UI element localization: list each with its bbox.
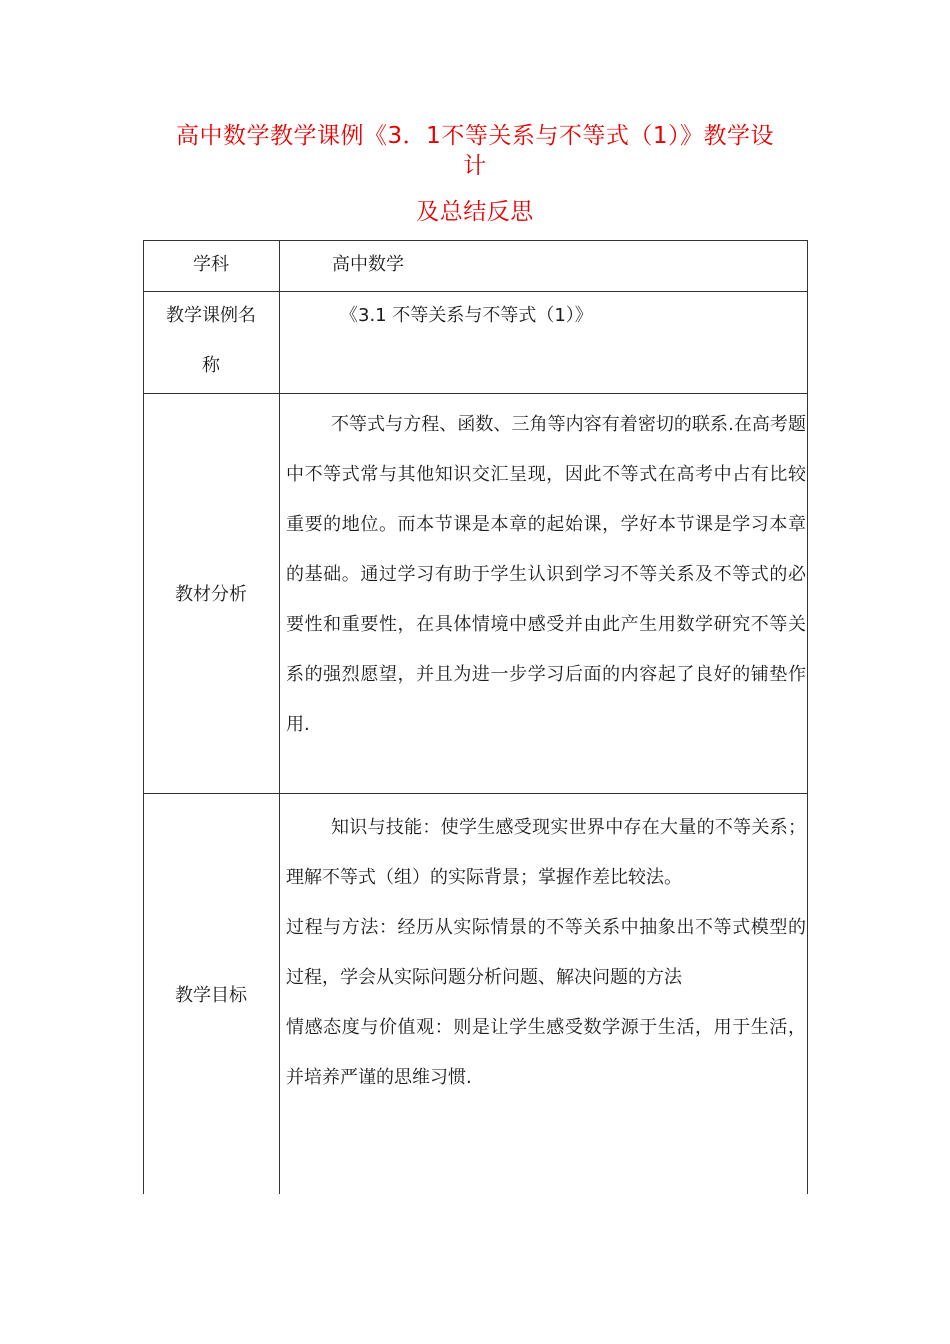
objective-knowledge-skills: 知识与技能：使学生感受现实世界中存在大量的不等关系；理解不等式（组）的实际背景；掌握作差比较法。 bbox=[286, 817, 806, 888]
lesson-name-value: 《3.1 不等关系与不等式（1）》 bbox=[340, 305, 593, 326]
table-column-divider bbox=[279, 240, 280, 1194]
material-analysis-paragraph: 不等式与方程、函数、三角等内容有着密切的联系.在高考题中不等式常与其他知识交汇呈现，因此不等式在高考中占有比较重要的地位。而本节课是本章的起始课，学好本节课是学习本章的基础。通过学习有助于学生认识到学习不等关系及不等式的必要性和重要性，在具体情境中感受并由此产生用数学研究不等关系的强烈愿望，并且为进一步学习后面的内容起了良好的铺垫作用. bbox=[286, 414, 806, 735]
table-row-divider bbox=[143, 393, 808, 394]
objective-attitude-values: 情感态度与价值观：则是让学生感受数学源于生活，用于生活，并培养严谨的思维习惯. bbox=[286, 1017, 806, 1088]
material-analysis-text bbox=[286, 400, 806, 750]
subject-label: 学科 bbox=[193, 254, 229, 275]
material-analysis-label: 教材分析 bbox=[175, 584, 247, 605]
table-row-divider bbox=[143, 793, 808, 794]
subject-value: 高中数学 bbox=[332, 254, 404, 275]
lesson-name-label-line-1: 教学课例名 bbox=[166, 305, 256, 326]
table-border-right bbox=[807, 240, 808, 1194]
objective-process-methods: 过程与方法：经历从实际情景的不等关系中抽象出不等式模型的过程，学会从实际问题分析问题、解决问题的方法 bbox=[286, 917, 806, 988]
document-title-line-2: 计 bbox=[463, 153, 487, 179]
document-title-line-3: 及总结反思 bbox=[416, 199, 534, 225]
teaching-objectives-text bbox=[286, 803, 806, 1103]
teaching-objectives-label: 教学目标 bbox=[175, 985, 247, 1006]
lesson-name-label-line-2: 称 bbox=[202, 355, 220, 376]
document-title-line-1: 高中数学教学课例《3．1不等关系与不等式（1）》教学设 bbox=[176, 123, 774, 149]
